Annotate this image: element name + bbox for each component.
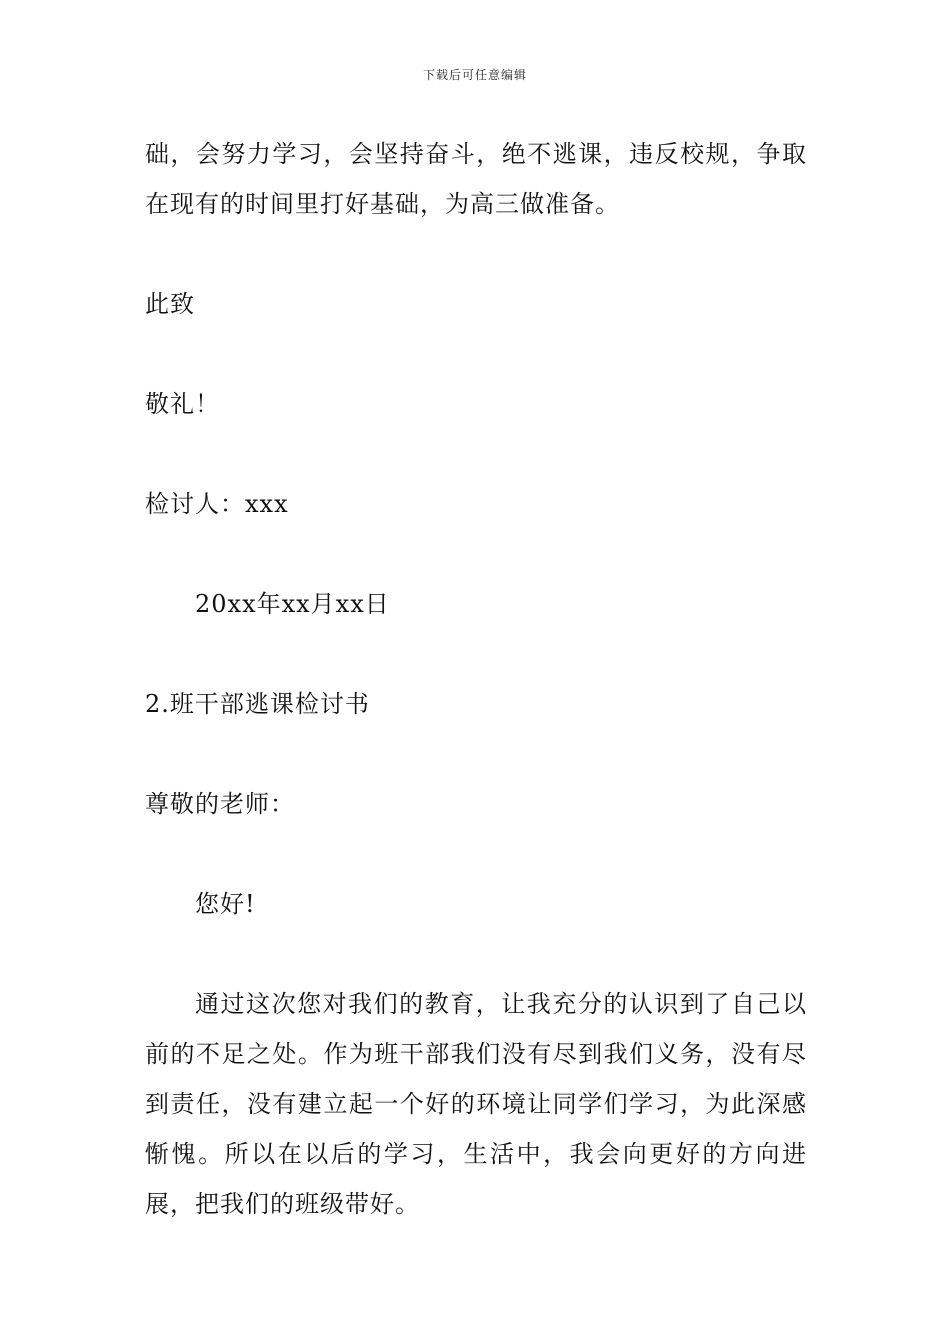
closing-line-2: 敬礼！ (145, 390, 220, 418)
greeting-line: 您好! (195, 890, 256, 918)
date-line: 20xx年xx月xx日 (195, 590, 390, 618)
paragraph-continued: 础，会努力学习，会坚持奋斗，绝不逃课，违反校规，争取在现有的时间里打好基础，为高三做准备。 (145, 140, 807, 218)
salutation-line: 尊敬的老师： (145, 790, 295, 818)
section-title: 2.班干部逃课检讨书 (145, 690, 370, 718)
signature-line: 检讨人：xxx (145, 490, 289, 518)
page-header: 下载后可任意编辑 (422, 68, 527, 82)
document-body (145, 129, 807, 1229)
body-paragraph: 通过这次您对我们的教育，让我充分的认识到了自己以前的不足之处。作为班干部我们没有尽到我们义务，没有尽到责任，没有建立起一个好的环境让同学们学习，为此深感惭愧。所以在以后的学习，生活中，我会向更好的方向进展，把我们的班级带好。 (145, 990, 807, 1218)
closing-line-1: 此致 (145, 290, 195, 318)
